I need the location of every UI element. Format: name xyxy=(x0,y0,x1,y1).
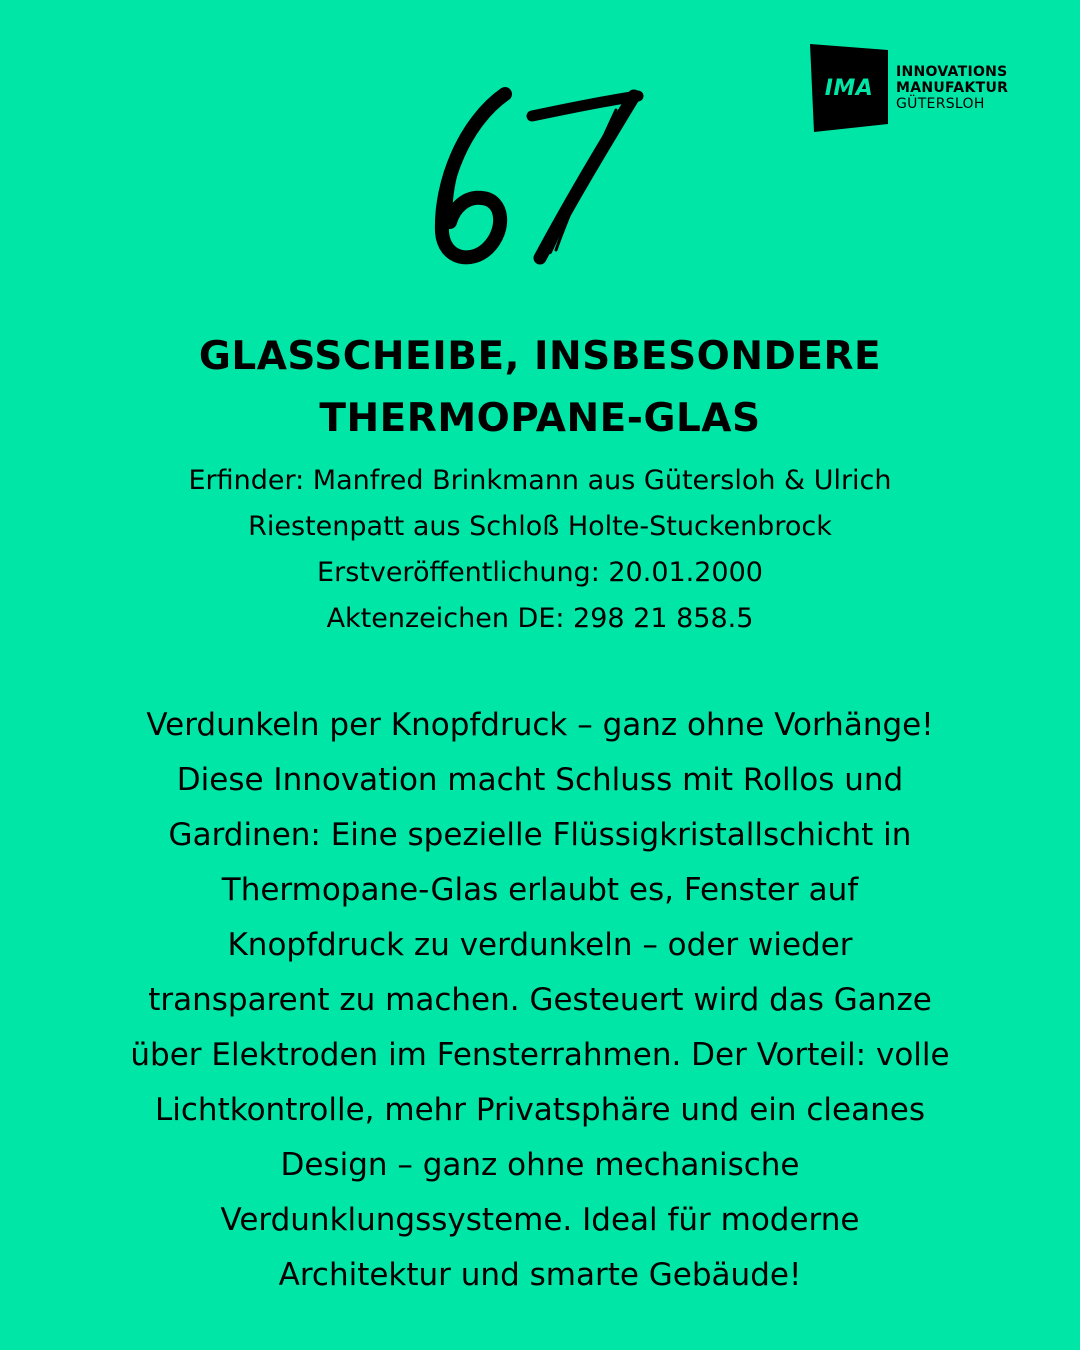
logo-line-2: MANUFAKTUR xyxy=(896,80,1009,96)
description-line: Architektur und smarte Gebäude! xyxy=(278,1257,802,1293)
patent-title xyxy=(60,326,1020,450)
logo-line-1: INNOVATIONS xyxy=(896,64,1008,80)
publication-date: Erstveröffentlichung: 20.01.2000 xyxy=(317,557,763,588)
entry-number-text xyxy=(660,82,661,83)
logo-abbr: IMA xyxy=(824,75,874,101)
ima-logo xyxy=(810,44,1008,132)
description xyxy=(40,698,1040,1303)
entry-number xyxy=(420,82,660,272)
description-line: Thermopane-Glas erlaubt es, Fenster auf xyxy=(221,872,859,908)
title-line-2: THERMOPANE-GLAS xyxy=(319,396,761,441)
description-line: Gardinen: Eine spezielle Flüssigkristallschicht in xyxy=(168,817,912,853)
inventor-line-2: Riestenpatt aus Schloß Holte-Stuckenbrock xyxy=(248,511,832,542)
title-line-1: GLASSCHEIBE, INSBESONDERE xyxy=(198,334,882,379)
description-line: Lichtkontrolle, mehr Privatsphäre und ein cleanes xyxy=(155,1092,925,1128)
description-line: Diese Innovation macht Schluss mit Rollos und xyxy=(176,762,904,798)
file-number: Aktenzeichen DE: 298 21 858.5 xyxy=(326,603,754,634)
ima-logo-mark xyxy=(810,44,888,132)
number-brush-graphic xyxy=(420,82,660,272)
description-line: über Elektroden im Fensterrahmen. Der Vorteil: volle xyxy=(130,1037,950,1073)
logo-wordmark xyxy=(896,64,1008,112)
description-line: Design – ganz ohne mechanische xyxy=(280,1147,800,1183)
description-line: Verdunklungssysteme. Ideal für moderne xyxy=(220,1202,860,1238)
logo-line-3: GÜTERSLOH xyxy=(896,96,985,112)
description-line: Knopfdruck zu verdunkeln – oder wieder xyxy=(227,927,853,963)
description-line: transparent zu machen. Gesteuert wird das Ganze xyxy=(148,982,932,1018)
inventor-line-1: Erfinder: Manfred Brinkmann aus Gütersloh & Ulrich xyxy=(188,465,892,496)
description-line: Verdunkeln per Knopfdruck – ganz ohne Vorhänge! xyxy=(146,707,934,743)
patent-meta xyxy=(90,458,990,642)
